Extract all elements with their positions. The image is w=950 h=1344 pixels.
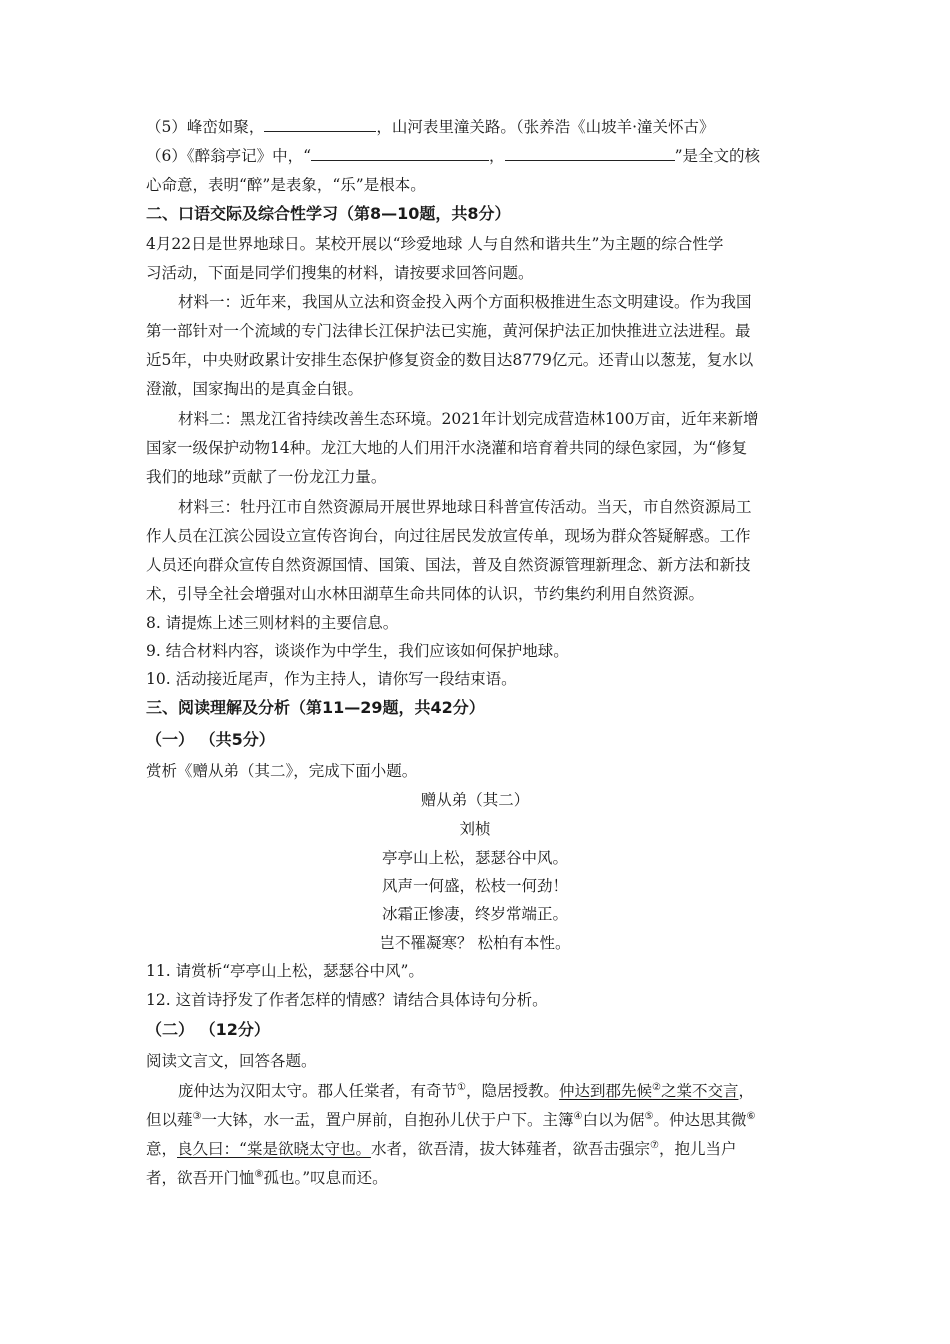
answer-blank[interactable] — [311, 146, 489, 161]
question-8: 8. 请提炼上述三则材料的主要信息。 — [146, 614, 399, 632]
material-1: 澄澈，国家掏出的是真金白银。 — [146, 380, 364, 398]
question-10: 10. 活动接近尾声，作为主持人，请你写一段结束语。 — [146, 670, 517, 688]
material-3: 作人员在江滨公园设立宣传咨询台，向过往居民发放宣传单，现场为群众答疑解惑。工作 — [146, 527, 751, 545]
section-3-title: 三、阅读理解及分析（第11—29题，共42分） — [146, 698, 485, 717]
material-3: 人员还向群众宣传自然资源国情、国策、国法，普及自然资源管理新理念、新方法和新技 — [146, 556, 751, 574]
poem-line: 岂不罹凝寒？ 松柏有本性。 — [379, 934, 571, 952]
classical-text-line: 意，良久曰：“棠是欲晓太守也。水者，欲吾清，拔大钵薤者，欲吾击强宗⑦，抱儿当户 — [146, 1139, 737, 1158]
poem-line: 风声一何盛，松枝一何劲！ — [381, 877, 568, 895]
classical-text-line: 但以薤③一大钵，水一盂，置户屏前，自抱孙儿伏于户下。主簿④白以为倨⑤。仲达思其微⑥ — [146, 1110, 756, 1129]
poem-line: 亭亭山上松，瑟瑟谷中风。 — [381, 849, 568, 867]
poem-line: 冰霜正惨凄，终岁常端正。 — [381, 905, 568, 923]
classical-text-line: 庞仲达为汉阳太守。郡人任棠者，有奇节①，隐居授教。仲达到郡先候②之棠不交言， — [178, 1081, 755, 1100]
question-6-cont: 心命意，表明“醉”是表象，“乐”是根本。 — [146, 176, 426, 194]
material-3: 材料三：牡丹江市自然资源局开展世界地球日科普宣传活动。当天，市自然资源局工 — [178, 498, 752, 516]
part-2-intro: 阅读文言文，回答各题。 — [146, 1052, 317, 1070]
question-6: （6）《醉翁亭记》中，“ ， ”是全文的核 — [146, 147, 760, 165]
poem-title: 赠从弟（其二） — [420, 791, 530, 809]
part-1-title: （一） （共5分） — [146, 730, 275, 749]
material-3: 术，引导全社会增强对山水林田湖草生命共同体的认识，节约集约利用自然资源。 — [146, 585, 705, 603]
part-1-intro: 赏析《赠从弟（其二》，完成下面小题。 — [146, 762, 418, 780]
section-2-title: 二、口语交际及综合性学习（第8—10题，共8分） — [146, 204, 511, 223]
question-11: 11. 请赏析“亭亭山上松，瑟瑟谷中风”。 — [146, 962, 424, 980]
part-2-title: （二） （12分） — [146, 1020, 270, 1039]
material-1: 第一部针对一个流域的专门法律长江保护法已实施，黄河保护法正加快推进立法进程。最 — [146, 322, 751, 340]
answer-blank[interactable] — [505, 146, 675, 161]
material-1: 近5年，中央财政累计安排生态保护修复资金的数目达8779亿元。还青山以葱茏，复水以 — [146, 351, 754, 369]
material-2: 国家一级保护动物14种。龙江大地的人们用汗水浇灌和培育着共同的绿色家园，为“修复 — [146, 439, 748, 457]
classical-text-line: 者，欲吾开门恤⑧孤也。”叹息而还。 — [146, 1168, 388, 1187]
underlined-sentence: 仲达到郡先候②之棠不交言 — [559, 1081, 739, 1100]
question-5: （5）峰峦如聚， ，山河表里潼关路。（张养浩《山坡羊·潼关怀古》 — [146, 118, 715, 136]
material-2: 材料二：黑龙江省持续改善生态环境。2021年计划完成营造林100万亩，近年来新增 — [178, 410, 759, 428]
underlined-sentence: 良久曰：“棠是欲晓太守也。 — [177, 1140, 371, 1158]
poem-author: 刘桢 — [459, 820, 491, 838]
section-2-intro: 4月22日是世界地球日。某校开展以“珍爱地球 人与自然和谐共生”为主题的综合性学 — [146, 235, 724, 253]
question-12: 12. 这首诗抒发了作者怎样的情感？请结合具体诗句分析。 — [146, 991, 548, 1009]
question-9: 9. 结合材料内容，谈谈作为中学生，我们应该如何保护地球。 — [146, 642, 569, 660]
section-2-intro: 习活动，下面是同学们搜集的材料，请按要求回答问题。 — [146, 264, 534, 282]
material-2: 我们的地球”贡献了一份龙江力量。 — [146, 468, 387, 486]
answer-blank[interactable] — [264, 117, 376, 132]
material-1: 材料一：近年来，我国从立法和资金投入两个方面积极推进生态文明建设。作为我国 — [178, 293, 752, 311]
